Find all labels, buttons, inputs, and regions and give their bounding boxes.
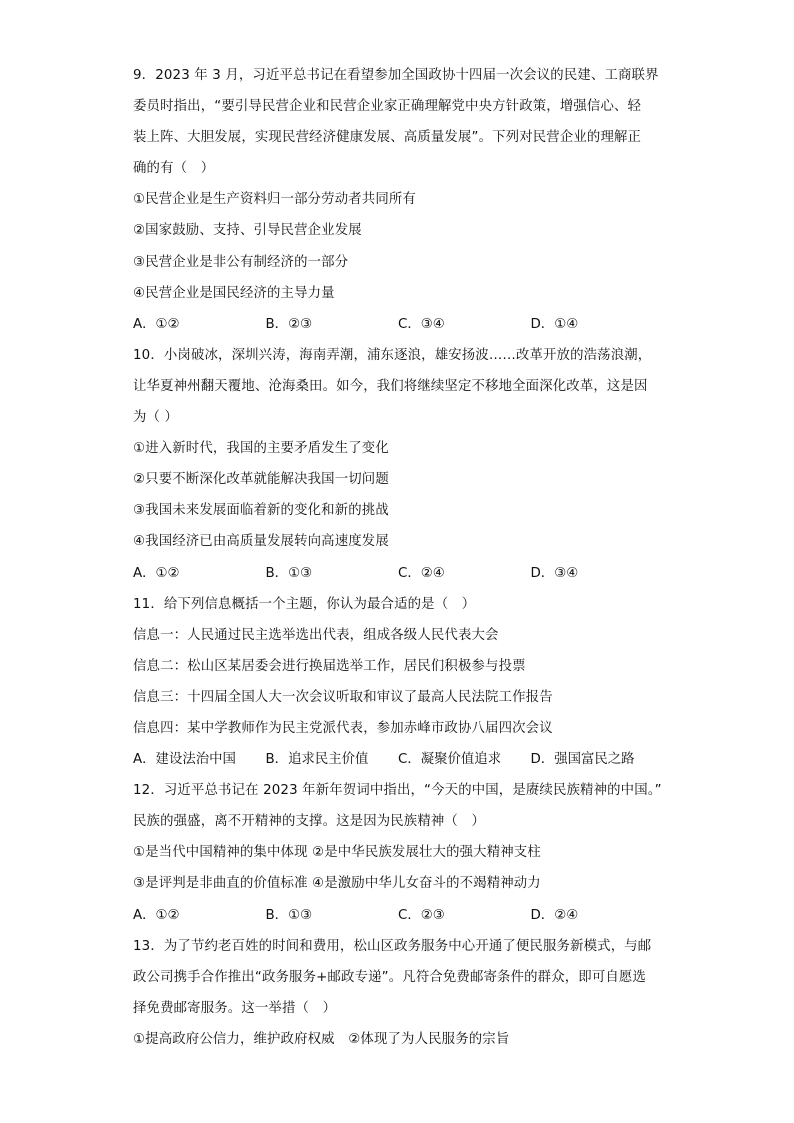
question-stem-line: 择免费邮寄服务。这一举措（ ）: [133, 1000, 337, 1016]
question-stem-line: 11．给下列信息概括一个主题，你认为最合适的是（ ）: [133, 596, 476, 612]
question-stem-line: 为（ ）: [133, 410, 179, 426]
statement-item: ③我国未来发展面临着新的变化和新的挑战: [133, 503, 389, 519]
statement-item: ②国家鼓励、支持、引导民营企业发展: [133, 223, 362, 239]
statement-item: ④我国经济已由高质量发展转向高速度发展: [133, 534, 389, 550]
statement-item: ①民营企业是生产资料归一部分劳动者共同所有: [133, 192, 416, 208]
question-stem-line: 9．2023 年 3 月，习近平总书记在看望参加全国政协十四届一次会议的民建、工商联界: [133, 68, 659, 83]
option-d: D．①④: [530, 316, 579, 332]
statement-item: 信息一：人民通过民主选举选出代表，组成各级人民代表大会: [133, 627, 499, 643]
option-c: C．③④: [398, 316, 445, 332]
statement-item: 信息三：十四届全国人大一次会议听取和审议了最高人民法院工作报告: [133, 689, 553, 705]
question-12: [133, 775, 663, 930]
question-stem-line: 政公司携手合作推出“政务服务+邮政专递”。凡符合免费邮寄条件的群众，即可自愿选: [133, 969, 647, 985]
question-11: [133, 589, 663, 776]
question-list: [133, 60, 663, 1055]
answer-options: [133, 558, 663, 589]
question-stem-line: 确的有（ ）: [133, 161, 215, 177]
option-c: C．凝聚价值追求: [398, 752, 502, 768]
question-13: [133, 931, 663, 1055]
option-b: B．②③: [265, 316, 313, 332]
question-stem-line: 委员时指出，“要引导民营企业和民营企业家正确理解党中央方针政策，增强信心、轻: [133, 99, 642, 115]
option-a: A．建设法治中国: [133, 752, 236, 768]
option-d: D．③④: [530, 565, 579, 581]
statement-item: ②只要不断深化改革就能解决我国一切问题: [133, 472, 389, 488]
question-stem-line: 13．为了节约老百姓的时间和费用，松山区政务服务中心开通了便民服务新模式，与邮: [133, 938, 652, 954]
statement-item: ④民营企业是国民经济的主导力量: [133, 285, 335, 301]
question-stem-line: 12．习近平总书记在 2023 年新年贺词中指出，“今天的中国，是赓续民族精神的中国。”: [133, 783, 662, 799]
question-stem-line: 让华夏神州翻天覆地、沧海桑田。如今，我们将继续坚定不移地全面深化改革，这是因: [133, 378, 648, 394]
statement-item: ①提高政府公信力，维护政府权威 ②体现了为人民服务的宗旨: [133, 1031, 510, 1047]
answer-options: [133, 309, 663, 340]
statement-item: ③是评判是非曲直的价值标准 ④是激励中华儿女奋斗的不竭精神动力: [133, 876, 541, 892]
question-stem-line: 装上阵、大胆发展，实现民营经济健康发展、高质量发展”。下列对民营企业的理解正: [133, 130, 642, 146]
question-stem-line: 民族的强盛，离不开精神的支撑。这是因为民族精神（ ）: [133, 814, 486, 830]
option-c: C．②③: [398, 907, 445, 923]
question-stem-line: 10．小岗破冰，深圳兴涛，海南弄潮，浦东逐浪，雄安扬波……改革开放的浩荡浪潮，: [133, 347, 652, 363]
option-d: D．②④: [530, 907, 579, 923]
statement-item: ①是当代中国精神的集中体现 ②是中华民族发展壮大的强大精神支柱: [133, 845, 541, 861]
answer-options: [133, 744, 663, 775]
option-b: B．①③: [265, 907, 313, 923]
option-a: A．①②: [133, 316, 180, 332]
option-a: A．①②: [133, 907, 180, 923]
statement-item: 信息四：某中学教师作为民主党派代表，参加赤峰市政协八届四次会议: [133, 720, 553, 736]
option-d: D．强国富民之路: [530, 752, 635, 768]
option-a: A．①②: [133, 565, 180, 581]
option-b: B．追求民主价值: [265, 752, 369, 768]
statement-item: ③民营企业是非公有制经济的一部分: [133, 254, 349, 270]
question-10: [133, 340, 663, 589]
option-c: C．②④: [398, 565, 445, 581]
answer-options: [133, 900, 663, 931]
question-9: [133, 60, 663, 340]
option-b: B．①③: [265, 565, 313, 581]
statement-item: 信息二：松山区某居委会进行换届选举工作，居民们积极参与投票: [133, 658, 526, 674]
statement-item: ①进入新时代，我国的主要矛盾发生了变化: [133, 441, 389, 457]
